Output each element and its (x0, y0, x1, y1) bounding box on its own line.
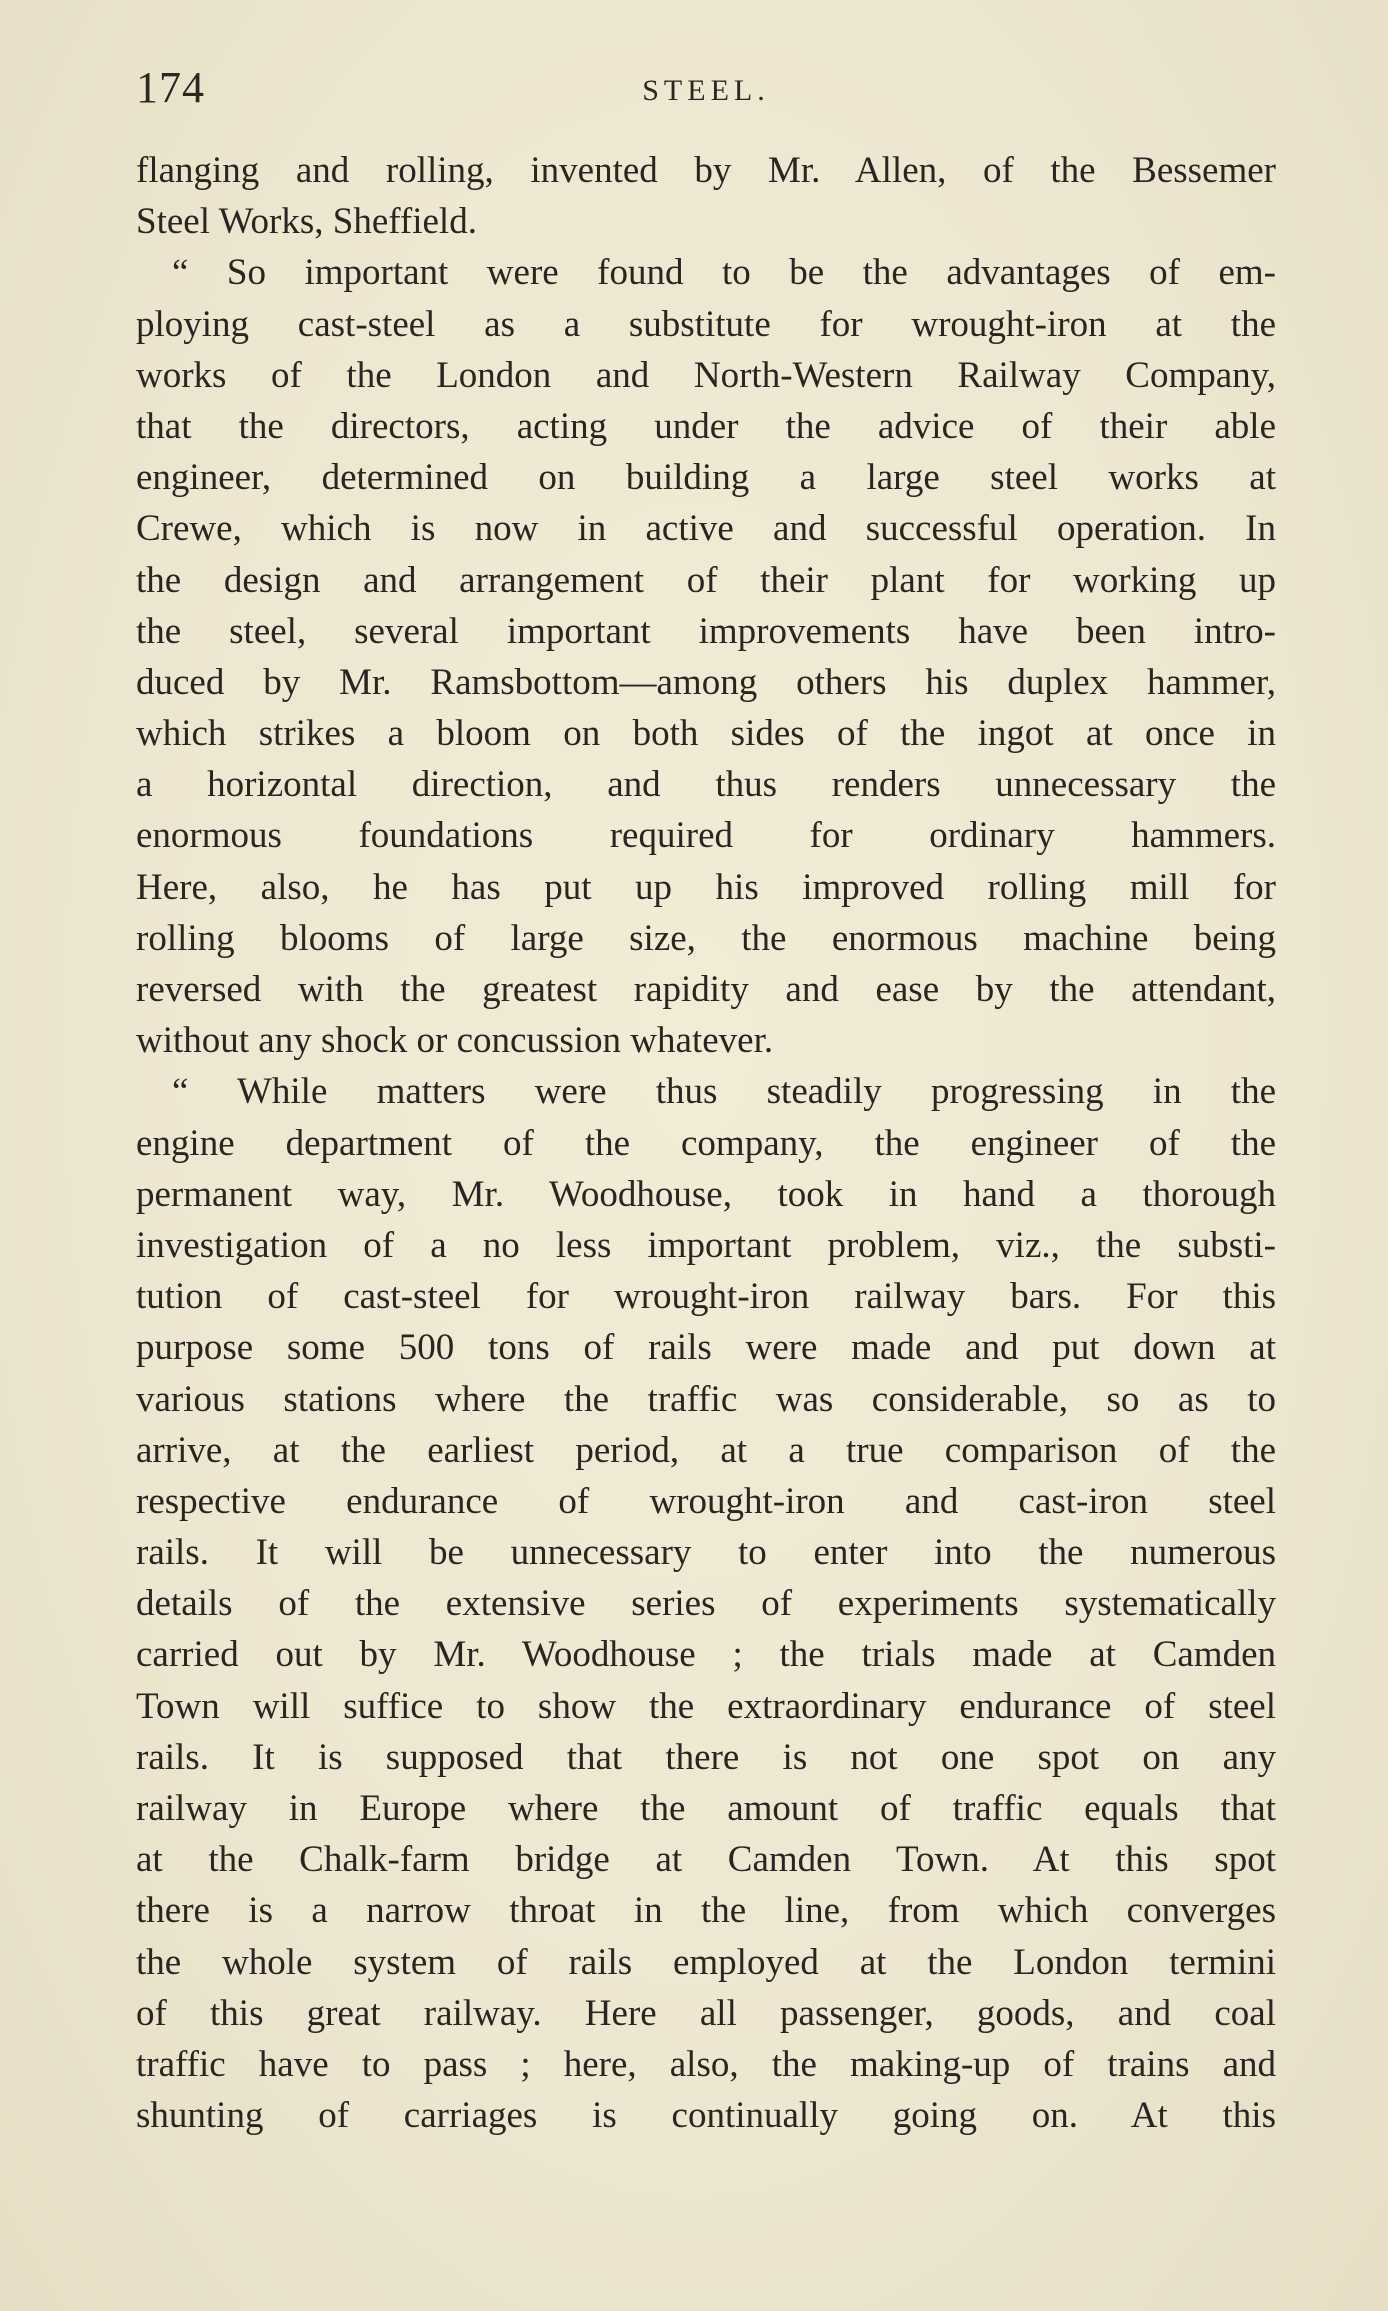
text-line: rails. It is supposed that there is not one spot on any (136, 1736, 1276, 1778)
text-line: “ So important were found to be the advantages of em- (172, 252, 1276, 294)
text-line: permanent way, Mr. Woodhouse, took in hand a thorough (136, 1173, 1276, 1215)
text-line: shunting of carriages is continually going on. At this (136, 2095, 1276, 2137)
paragraph (136, 145, 1276, 247)
text-line: purpose some 500 tons of rails were made and put down at (136, 1327, 1276, 1369)
text-line: that the directors, acting under the advice of their able (136, 405, 1276, 447)
page-header (136, 62, 1276, 122)
text-line: various stations where the traffic was considerable, so as to (136, 1378, 1276, 1420)
text-line: the whole system of rails employed at the London termini (136, 1941, 1276, 1983)
page-number: 174 (136, 63, 205, 112)
text-line: “ While matters were thus steadily progressing in the (172, 1071, 1276, 1113)
text-line: flanging and rolling, invented by Mr. Allen, of the Bessemer (136, 150, 1276, 191)
text-line: engineer, determined on building a large steel works at (136, 457, 1276, 499)
text-line: Here, also, he has put up his improved rolling mill for (136, 866, 1276, 908)
text-line: arrive, at the earliest period, at a true comparison of the (136, 1429, 1276, 1471)
text-line: rails. It will be unnecessary to enter into the numerous (136, 1532, 1276, 1574)
text-line: at the Chalk-farm bridge at Camden Town. At this spot (136, 1839, 1276, 1881)
text-line: engine department of the company, the engineer of the (136, 1122, 1276, 1164)
text-line: railway in Europe where the amount of traffic equals that (136, 1788, 1276, 1829)
paragraph (136, 1066, 1276, 2141)
text-line: traffic have to pass ; here, also, the making-up of trains and (136, 2043, 1276, 2085)
running-title: STEEL. (642, 74, 770, 107)
body-text (136, 145, 1276, 2141)
text-line: works of the London and North-Western Railway Company, (136, 354, 1276, 396)
text-line: Town will suffice to show the extraordinary endurance of steel (136, 1685, 1276, 1727)
text-line: the steel, several important improvements have been intro- (136, 610, 1276, 652)
text-line: Steel Works, Sheffield. (136, 201, 477, 243)
text-line: rolling blooms of large size, the enormous machine being (136, 917, 1276, 959)
text-line: which strikes a bloom on both sides of the ingot at once in (136, 713, 1276, 755)
text-line: a horizontal direction, and thus renders unnecessary the (136, 764, 1276, 806)
text-line: carried out by Mr. Woodhouse ; the trials made at Camden (136, 1634, 1276, 1676)
text-line: details of the extensive series of experiments systematically (136, 1583, 1276, 1625)
text-line: enormous foundations required for ordinary hammers. (136, 815, 1276, 857)
text-line: without any shock or concussion whatever. (136, 1020, 774, 1062)
text-line: respective endurance of wrought-iron and cast-iron steel (136, 1480, 1276, 1522)
text-line: there is a narrow throat in the line, from which converges (136, 1890, 1276, 1932)
text-line: the design and arrangement of their plant for working up (136, 559, 1276, 601)
text-line: investigation of a no less important problem, viz., the substi- (136, 1224, 1276, 1266)
text-line: Crewe, which is now in active and successful operation. In (136, 508, 1276, 550)
text-line: reversed with the greatest rapidity and ease by the attendant, (136, 969, 1276, 1010)
paragraph (136, 247, 1276, 1066)
text-line: ploying cast-steel as a substitute for wrought-iron at the (136, 303, 1276, 345)
text-line: duced by Mr. Ramsbottom—among others his duplex hammer, (136, 661, 1276, 703)
text-line: of this great railway. Here all passenger, goods, and coal (136, 1992, 1276, 2034)
text-line: tution of cast-steel for wrought-iron railway bars. For this (136, 1276, 1276, 1318)
